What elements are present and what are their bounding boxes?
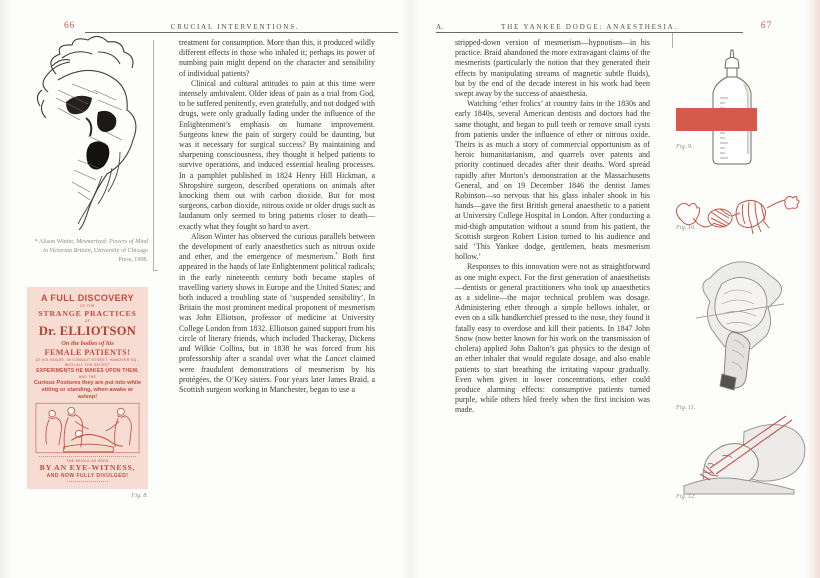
poster-scene-illustration xyxy=(35,402,140,454)
right-text-column xyxy=(455,38,650,416)
running-header-right: THE YANKEE DODGE: ANAESTHESIA. xyxy=(501,23,678,31)
page-number-left: 66 xyxy=(64,21,76,31)
figure-12-caption: Fig. 12. xyxy=(676,493,696,500)
poster-strange-practices: STRANGE PRACTICES xyxy=(38,309,137,318)
poster-curious-postures: Curious Postures they are put into while sitting or standing, when awake or asleep! xyxy=(33,380,142,400)
poster-experiments: EXPERIMENTS HE MAKES UPON THEM, xyxy=(36,368,139,374)
header-rule-left xyxy=(85,32,398,33)
paragraph: Alison Winter has observed the curious parallels between the development of early anaesthetics such as nitrous oxide and ether, and the emergence of mesmerism.* Both first appeared in the hands of late Enlightenment political radicals; in the early nineteenth century both became staples of travelling variety shows in Europe and the United States; and both induced a troubling state of ‘suspended sensibility’. In Britain the most prominent medical proponent of mesmerism was John Elliotson, professor of medicine at University College London from 1832. Elliotson gained support from his circle of literary friends, which included Thackeray, Dickens and Wilkie Collins, but in 1838 he was forced from his professorship after a scandal over what the Lancet claimed were fraudulent demonstrations of mesmerism by his protégées, the O’Key sisters. Four years later James Braid, a Scottish surgeon working in Manchester, began to use a xyxy=(179,231,375,394)
book-spine-shadow xyxy=(401,0,419,578)
paragraph: Responses to this innovation were not as straightforward as one might expect. For the first generation of anaesthetists—dentists or general practitioners who took up anaesthetics as a sideline—the major technical problem was dosage. Administering ether through a simple bellows inhaler, or even on a silk handkerchief pressed to the nose, they found it fatally easy to overdose and kill their patients. In 1847 John Snow (now better known for his work on the transmission of cholera) applied John Dalton’s gas physics to the design of an ether inhaler that would regulate dosage, and also enable patients to start breathing the irritating vapour gradually. Even when given in lower concentrations, ether could produce alarming effects: consumptive patients turned purple, while others bled freely when the first incision was made. xyxy=(455,262,650,415)
figure-11-caption: Fig. 11. xyxy=(676,404,696,411)
poster-bodies-line: On the bodies of his xyxy=(61,340,114,347)
header-prefix: A. xyxy=(436,23,445,31)
poster-headline: A FULL DISCOVERY xyxy=(40,293,135,303)
margin-divider-foot xyxy=(153,270,158,271)
page-edge-right xyxy=(806,0,820,578)
margin-footnote: * Alison Winter, Mesmerized: Powers of Mind in Victorian Britain, University of Chicago Press, 1998. xyxy=(34,239,148,263)
paragraph: Clinical and cultural attitudes to pain at this time were intensely ambivalent. Older ideas of pain as a trial from God, to be suffered penitently, even gratefully, and not dodged with drugs, were only gradually fading under the influence of the Enlightenment’s emphasis on humane improvement. Surgeons knew the pain of surgery could be daunting, but was it necessary for surgical success? By maintaining and sharpening consciousness, they thought it helped patients to survive operations, and induced essential healing processes. In a pamphlet published in 1824 Henry Hill Hickman, a Shropshire surgeon, described operations on animals after knocking them out with carbon dioxide. But for most surgeons, carbon dioxide, nitrous oxide or older drugs such as laudanum only seemed to bring patients closer to death—exactly what they fought so hard to avert. xyxy=(179,78,375,231)
reclining-patient-illustration xyxy=(674,414,812,494)
paragraph: Watching ‘ether frolics’ at country fairs in the 1830s and early 1840s, several American dentists and doctors had the same thought, and began to pull teeth or remove small cysts from patients under the influence of ether or nitrous oxide. Theirs is as much a story of commercial opportunism as of heroic humanitarianism, and quarrels over patents and priority continued decades after their deaths. Word spread rapidly after Morton’s demonstration at the Massachusetts General, and on 19 December 1846 the dentist James Robinson—so nervous that his glass inhaler shook in his hands—gave the first British general anaesthetic to a patient at University College Hospital in London. After conducting a mid-thigh amputation without a sound from his patient, the Scottish surgeon Robert Liston turned to his audience and said ‘This Yankee dodge, gentlemen, beats mesmerism hollow.’ xyxy=(455,99,650,262)
poster-of: OF xyxy=(84,319,91,323)
grimacing-head-art xyxy=(28,40,148,230)
poster-secret: WITH ALL THE SECRET xyxy=(64,363,111,367)
anatomical-illustration xyxy=(688,254,792,400)
paragraph: stripped-down version of mesmerism—hypnotism—in his practice. Braid abandoned the more extravagant claims of the mesmerists (particularly the notion that they generated their effects by manipulating streams of magnetic subtle fluids), but by the end of the decade interest in his work had been swept away by the success of anaesthesia. xyxy=(455,38,650,99)
running-header-left: CRUCIAL INTERVENTIONS. xyxy=(170,23,300,31)
bellows-inhaler-illustration xyxy=(673,192,803,240)
poster-divulged: AND NOW FULLY DIVULGED! xyxy=(46,473,129,480)
anatomical-art xyxy=(688,254,792,400)
figure-9-caption: Fig. 9. xyxy=(676,143,693,150)
paragraph: treatment for consumption. More than this, it produced wildly different effects in those who inhaled it; perhaps its power of numbing pain might depend on the character and sensibility of individual patients? xyxy=(179,38,375,78)
poster-doctor-name: Dr. ELLIOTSON xyxy=(38,324,137,338)
left-text-column xyxy=(179,38,375,395)
page-edge-left xyxy=(0,0,10,578)
etching-grimacing-head-illustration xyxy=(28,40,148,232)
poster-address: AT HIS HOUSE, IN CONDUIT STREET, HANOVER SQ., xyxy=(35,358,140,362)
poster-subline: OF THE xyxy=(80,304,95,308)
bellows-inhaler-art xyxy=(673,192,803,240)
poster-and-the: AND THE xyxy=(78,375,97,379)
red-accent-band xyxy=(676,108,757,131)
margin-divider-rule xyxy=(153,40,154,270)
poster-micro-caption-line xyxy=(39,456,136,458)
figure-10-caption: Fig. 10. xyxy=(676,224,696,231)
header-rule-right xyxy=(436,32,743,33)
poster-female-patients: FEMALE PATIENTS! xyxy=(44,348,131,357)
elliotson-handbill-poster xyxy=(27,287,148,489)
reclining-patient-art xyxy=(674,414,812,494)
poster-whole-as-seen: THE WHOLE AS SEEN xyxy=(66,459,109,464)
poster-eye-witness: BY AN EYE-WITNESS, xyxy=(39,463,136,473)
poster-imprint-line xyxy=(67,481,108,483)
figure-8-caption: Fig. 8. xyxy=(131,492,148,499)
figure-column-tick-rule xyxy=(672,33,673,48)
page-number-right: 67 xyxy=(760,21,772,31)
